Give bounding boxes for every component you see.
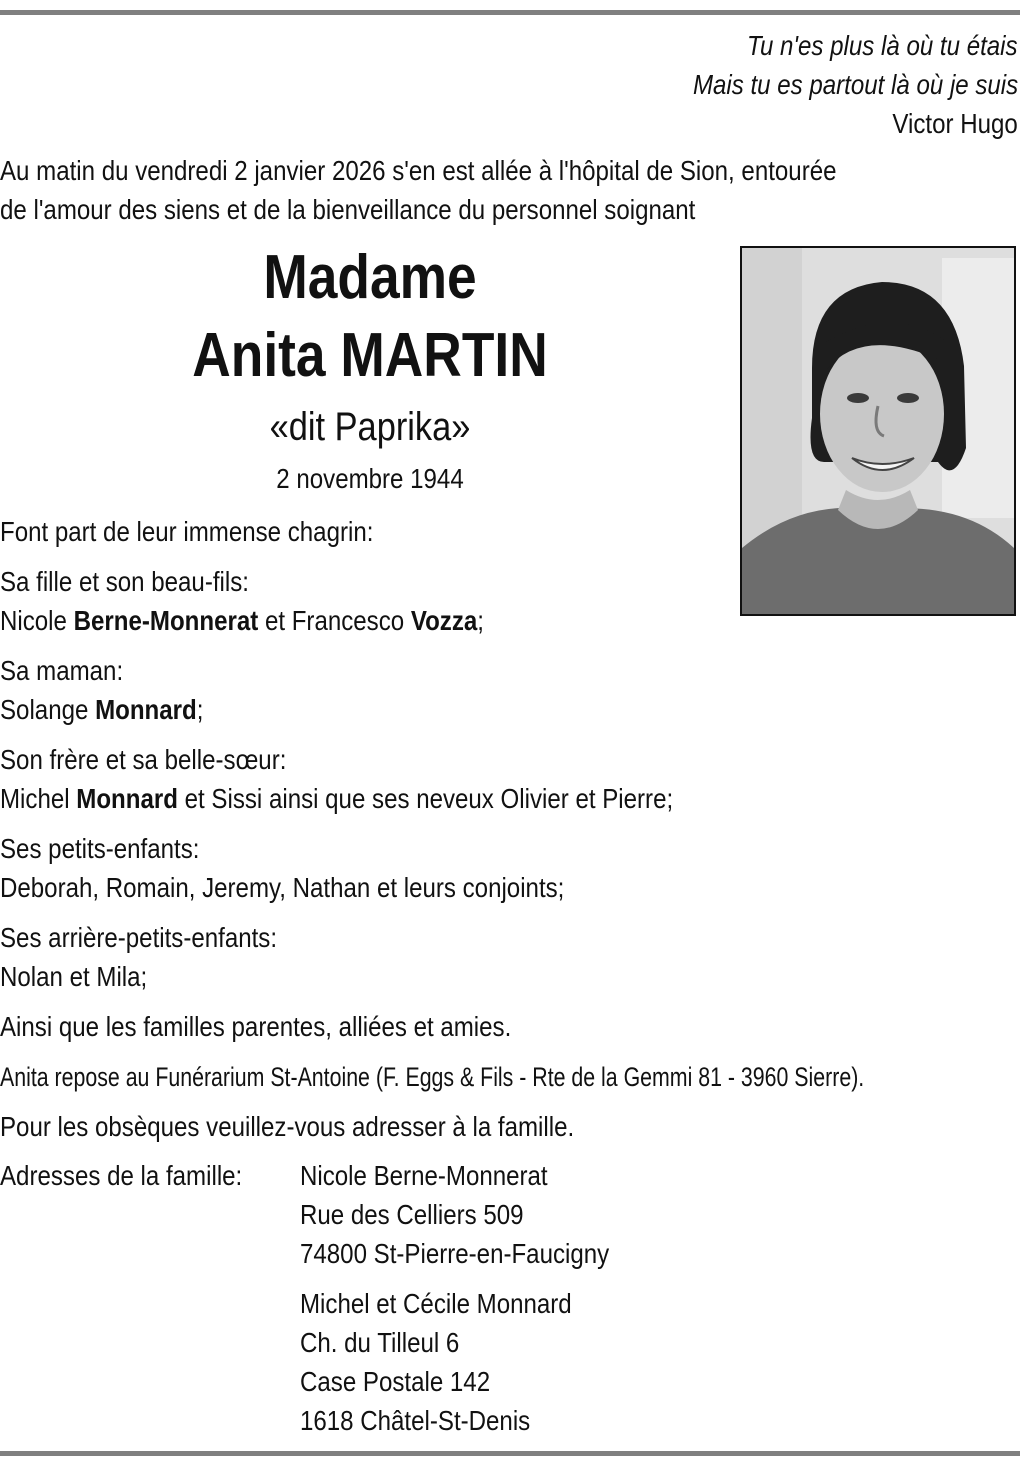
daughter-first: Nicole [0,605,74,636]
funeral-notice: Pour les obsèques veuillez-vous adresser à la famille. [0,1111,575,1142]
addresses-label: Adresses de la famille: [0,1160,243,1191]
brother-rest: et Sissi ainsi que ses neveux Olivier et Pierre; [177,783,674,814]
poem-author: Victor Hugo [892,108,1018,139]
portrait-photo [740,246,1016,616]
daughter-end: ; [477,605,484,636]
daughter-line [0,603,484,639]
brother-first: Michel [0,783,77,814]
address-2-line-3: Case Postale 142 [300,1366,491,1397]
intro-line-2: de l'amour des siens et de la bienveillance du personnel soignant [0,194,696,225]
address-1-line-2: Rue des Celliers 509 [300,1199,524,1230]
address-2-line-2: Ch. du Tilleul 6 [300,1327,460,1358]
family-heading: Font part de leur immense chagrin: [0,516,374,547]
brother-last: Monnard [76,783,178,814]
deceased-nickname: «dit Paprika» [269,405,471,449]
poem-line-2: Mais tu es partout là où je suis [692,69,1018,100]
daughter-last: Berne-Monnerat [73,605,259,636]
daughter-label: Sa fille et son beau-fils: [0,566,249,597]
son-in-law-last: Vozza [410,605,478,636]
deceased-name: Anita MARTIN [192,321,548,390]
address-2-line-1: Michel et Cécile Monnard [300,1288,572,1319]
grandchildren-label: Ses petits-enfants: [0,833,200,864]
repose-notice: Anita repose au Funérarium St-Antoine (F. Eggs & Fils - Rte de la Gemmi 81 - 3960 Sierre). [0,1062,865,1092]
mother-last: Monnard [95,694,197,725]
brother-label: Son frère et sa belle-sœur: [0,744,287,775]
grandchildren-names: Deborah, Romain, Jeremy, Nathan et leurs conjoints; [0,872,565,903]
mother-first: Solange [0,694,96,725]
deceased-birth-date: 2 novembre 1944 [276,463,464,494]
mother-end: ; [196,694,204,725]
mother-line [0,692,203,728]
brother-line [0,781,673,817]
relatives-line: Ainsi que les familles parentes, alliées et amies. [0,1011,512,1042]
bottom-rule [0,1451,1020,1456]
address-2-line-4: 1618 Châtel-St-Denis [300,1405,531,1436]
top-rule [0,10,1020,15]
mother-label: Sa maman: [0,655,124,686]
deceased-title: Madame [263,243,477,312]
daughter-and: et Francesco [258,605,411,636]
poem-line-1: Tu n'es plus là où tu étais [747,30,1018,61]
great-grandchildren-label: Ses arrière-petits-enfants: [0,922,278,953]
address-1-line-1: Nicole Berne-Monnerat [300,1160,548,1191]
address-1-line-3: 74800 St-Pierre-en-Faucigny [300,1238,610,1269]
great-grandchildren-names: Nolan et Mila; [0,961,148,992]
intro-line-1: Au matin du vendredi 2 janvier 2026 s'en est allée à l'hôpital de Sion, entourée [0,155,837,186]
